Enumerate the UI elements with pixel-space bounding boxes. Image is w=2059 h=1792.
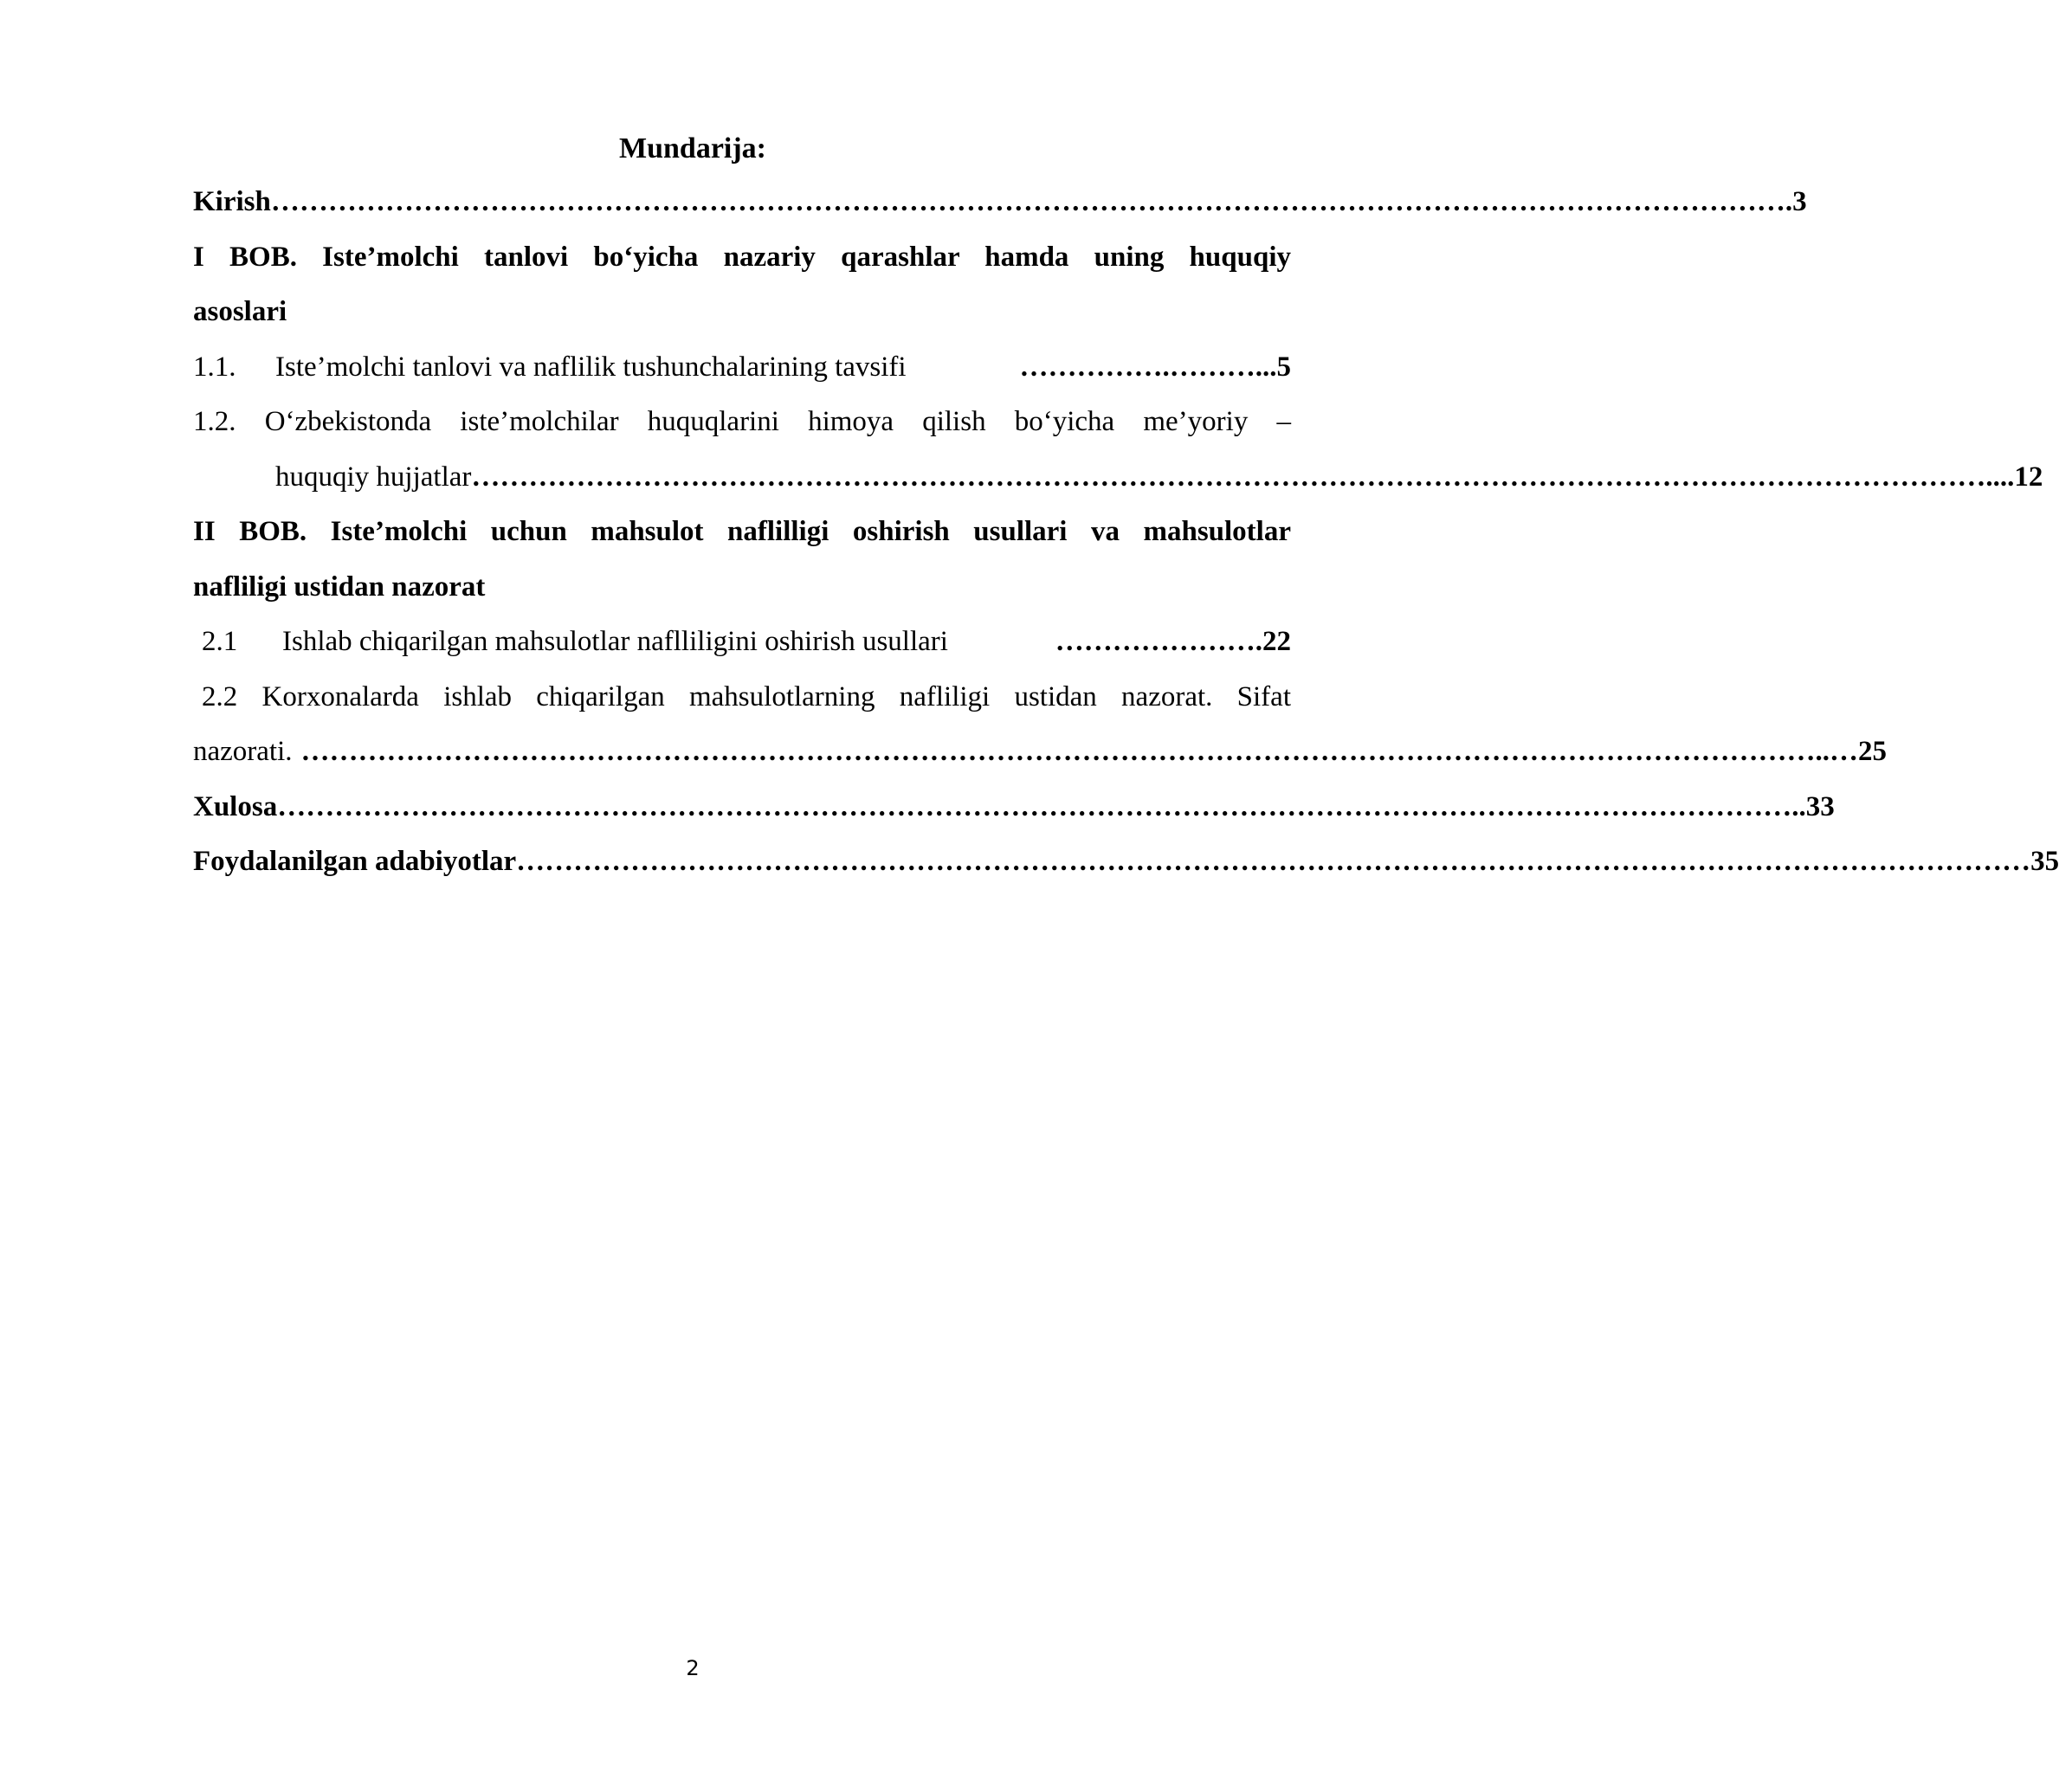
toc-entry-bob1-line1[interactable]: I BOB. Iste’molchi tanlovi bo‘yicha nazariy qarashlar hamda uning huquqiy: [193, 241, 1291, 273]
dot-leader: ……………………………………………………………………………………………………………………………………………: [516, 846, 2031, 877]
section-number: 1.1.: [193, 351, 236, 383]
dot-leader: …………….………...: [1019, 351, 1277, 383]
dot-leader: ……………………………………………………………………………………………………………………………………………: [471, 461, 1986, 493]
toc-page-number: 5: [1276, 351, 1291, 383]
toc-page-number: 22: [1262, 626, 1291, 657]
toc-entry-xulosa[interactable]: [193, 780, 1835, 835]
toc-entry-label: Ishlab chiqarilgan mahsulotlar naflliligini oshirish usullari: [282, 626, 948, 657]
dot-leader: ……………………………………………………………………………………………………………………………………………: [300, 736, 1816, 767]
toc-entry-bob2-line1[interactable]: II BOB. Iste’molchi uchun mahsulot naflilligi oshirish usullari va mahsulotlar: [193, 516, 1291, 547]
dot-leader: ……………………………………………………………………………………………………………………………………………: [270, 186, 1785, 217]
toc-entry-label: O‘zbekistonda iste’molchilar huquqlarini himoya qilish bo‘yicha me’yoriy –: [264, 406, 1292, 437]
page-number: 2: [686, 1656, 700, 1680]
toc-entry-label: huquqiy hujjatlar: [275, 461, 472, 493]
toc-entry-label: nafliligi ustidan nazorat: [193, 570, 486, 603]
toc-entry-1-2-line2[interactable]: [193, 450, 2043, 506]
toc-page-number: ..…25: [1815, 736, 1888, 767]
section-number: 1.2.: [193, 406, 236, 437]
toc-entry-adabiyot[interactable]: [193, 835, 2059, 890]
section-number: 2.2: [202, 680, 238, 712]
toc-entry-2-1[interactable]: [193, 615, 1291, 670]
dot-leader: ……………………………………………………………………………………………………………………………………………: [277, 790, 1792, 822]
toc-entry-label: Korxonalarda ishlab chiqarilgan mahsulotlarning nafliligi ustidan nazorat. Sifat: [261, 680, 1291, 712]
toc-entry-label: Xulosa: [193, 790, 278, 822]
toc-page-number: .3: [1785, 186, 1807, 217]
toc-entry-2-2-line2[interactable]: [193, 725, 1888, 780]
toc-entry-label: Iste’molchi tanlovi va naflilik tushunchalarining tavsifi: [275, 351, 907, 383]
table-of-contents: [193, 175, 2059, 890]
toc-entry-label: Foydalanilgan adabiyotlar: [193, 846, 517, 877]
dot-leader: ………………….: [1055, 626, 1262, 657]
toc-entry-label: asoslari: [193, 296, 287, 327]
toc-entry-1-2-line1[interactable]: [193, 395, 1291, 450]
toc-page-number: ....12: [1985, 461, 2043, 493]
toc-entry-kirish[interactable]: [193, 175, 1807, 230]
toc-title: Mundarija:: [619, 132, 766, 164]
toc-entry-bob2-line2[interactable]: [193, 560, 1291, 616]
toc-page-number: 35: [2030, 846, 2059, 877]
toc-entry-label: nazorati.: [193, 736, 293, 767]
toc-entry-label: Kirish: [193, 186, 271, 217]
toc-page-number: ..33: [1791, 790, 1835, 822]
toc-entry-2-2-line1[interactable]: [193, 670, 1291, 725]
toc-entry-bob1-line2[interactable]: [193, 285, 1291, 340]
toc-entry-1-1[interactable]: [193, 340, 1291, 396]
section-number: 2.1: [202, 626, 238, 657]
